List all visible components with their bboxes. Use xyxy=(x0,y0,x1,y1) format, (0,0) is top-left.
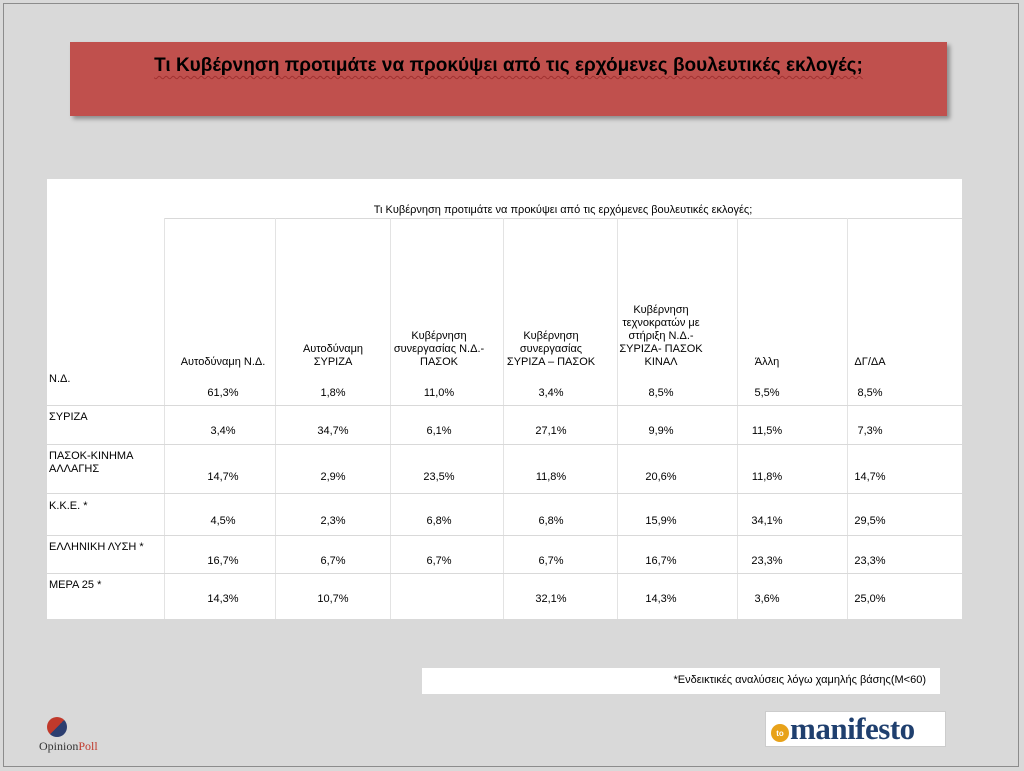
table-cell: 3,4% xyxy=(538,387,564,399)
column-divider xyxy=(164,218,165,619)
table-cell: 6,7% xyxy=(538,555,564,567)
table-cell: 10,7% xyxy=(317,593,349,605)
table-cell: 3,6% xyxy=(754,593,780,605)
column-header-line: Κυβέρνηση xyxy=(633,304,689,316)
table-cell: 2,9% xyxy=(320,471,346,483)
table-cell: 3,4% xyxy=(210,425,236,437)
table-cell: 4,5% xyxy=(210,515,236,527)
row-label xyxy=(49,541,144,554)
row-divider xyxy=(47,535,962,536)
row-label xyxy=(49,500,88,513)
column-header xyxy=(283,343,383,369)
table-cell: 2,3% xyxy=(320,515,346,527)
column-header-line: ΣΥΡΙΖΑ – ΠΑΣΟΚ xyxy=(506,356,596,368)
opinionpoll-logo xyxy=(39,715,109,755)
row-label xyxy=(49,373,70,386)
table-cell: 6,8% xyxy=(426,515,452,527)
column-divider xyxy=(390,218,391,619)
row-divider xyxy=(47,573,962,574)
table-cell: 29,5% xyxy=(854,515,886,527)
table-cell: 11,8% xyxy=(535,471,567,483)
table-cell: 14,7% xyxy=(207,471,239,483)
table-cell: 23,5% xyxy=(423,471,455,483)
column-header-line: ΚΙΝΑΛ xyxy=(644,356,678,368)
table-header: Τι Κυβέρνηση προτιμάτε να προκύψει από τις ερχόμενες βουλευτικές εκλογές; xyxy=(373,204,753,216)
table-cell: 14,3% xyxy=(207,593,239,605)
opinionpoll-word-1: Opinion xyxy=(39,739,79,753)
column-divider xyxy=(617,218,618,619)
row-divider xyxy=(47,444,962,445)
table-cell: 23,3% xyxy=(751,555,783,567)
table-cell: 6,7% xyxy=(426,555,452,567)
table-cell: 15,9% xyxy=(645,515,677,527)
column-divider xyxy=(503,218,504,619)
table-cell: 32,1% xyxy=(535,593,567,605)
row-label-line: ΜΕΡΑ 25 * xyxy=(49,579,102,591)
table-cell: 1,8% xyxy=(320,387,346,399)
table-cell: 8,5% xyxy=(648,387,674,399)
table-cell: 16,7% xyxy=(645,555,677,567)
manifesto-circle-icon: to xyxy=(771,724,789,742)
row-divider xyxy=(47,405,962,406)
column-header-line: ΠΑΣΟΚ xyxy=(420,356,458,368)
manifesto-logo xyxy=(765,711,946,747)
column-header-line: συνεργασίας xyxy=(519,343,583,355)
column-header-line: Αυτοδύναμη Ν.Δ. xyxy=(180,356,266,368)
row-label-line: ΣΥΡΙΖΑ xyxy=(49,411,88,423)
row-divider xyxy=(47,493,962,494)
results-table xyxy=(47,179,962,619)
table-cell: 34,1% xyxy=(751,515,783,527)
column-divider xyxy=(275,218,276,619)
table-cell: 6,7% xyxy=(320,555,346,567)
table-cell: 11,8% xyxy=(751,471,783,483)
table-cell: 61,3% xyxy=(207,387,239,399)
table-cell: 27,1% xyxy=(535,425,567,437)
manifesto-wordmark: manifesto xyxy=(790,711,915,746)
row-label-line: ΕΛΛΗΝΙΚΗ ΛΥΣΗ * xyxy=(49,541,144,553)
row-label-line: ΠΑΣΟΚ-ΚΙΝΗΜΑ xyxy=(49,450,134,462)
table-cell: 14,3% xyxy=(645,593,677,605)
table-cell: 9,9% xyxy=(648,425,674,437)
column-header-line: ΣΥΡΙΖΑ- ΠΑΣΟΚ xyxy=(619,343,703,355)
column-header xyxy=(496,330,606,369)
opinionpoll-circle-icon xyxy=(47,717,67,737)
column-header-line: Αυτοδύναμη xyxy=(302,343,364,355)
column-header xyxy=(727,356,807,369)
table-cell: 11,0% xyxy=(423,387,455,399)
column-header xyxy=(605,304,717,369)
column-header xyxy=(830,356,910,369)
row-label xyxy=(49,579,101,592)
row-label xyxy=(49,450,133,476)
table-cell: 16,7% xyxy=(207,555,239,567)
table-cell: 7,3% xyxy=(857,425,883,437)
row-label-line: ΑΛΛΑΓΗΣ xyxy=(49,463,100,475)
column-header-line: Κυβέρνηση xyxy=(523,330,579,342)
row-label-line: Κ.Κ.Ε. * xyxy=(49,500,88,512)
table-cell: 8,5% xyxy=(857,387,883,399)
row-label-line: Ν.Δ. xyxy=(49,373,71,385)
column-header-line: τεχνοκρατών με xyxy=(622,317,700,329)
column-header-line: ΣΥΡΙΖΑ xyxy=(313,356,353,368)
table-cell: 14,7% xyxy=(854,471,886,483)
column-header xyxy=(163,356,283,369)
header-divider xyxy=(164,218,962,219)
table-cell: 5,5% xyxy=(754,387,780,399)
footnote-box xyxy=(422,668,940,694)
column-header xyxy=(384,330,494,369)
column-header-line: στήριξη Ν.Δ.- xyxy=(628,330,694,342)
title-banner xyxy=(70,42,947,116)
row-label xyxy=(49,411,88,424)
table-cell: 6,8% xyxy=(538,515,564,527)
column-header-line: συνεργασίας Ν.Δ.- xyxy=(393,343,485,355)
table-cell: 6,1% xyxy=(426,425,452,437)
footnote: *Ενδεικτικές αναλύσεις λόγω χαμηλής βάσης(Μ<60) xyxy=(673,674,926,686)
table-cell: 23,3% xyxy=(854,555,886,567)
column-header-line: Άλλη xyxy=(754,356,780,368)
opinionpoll-word-2: Poll xyxy=(78,739,98,753)
column-header-line: ΔΓ/ΔΑ xyxy=(854,356,886,368)
page-title: Τι Κυβέρνηση προτιμάτε να προκύψει από τις ερχόμενες βουλευτικές εκλογές; xyxy=(154,55,863,76)
table-cell: 11,5% xyxy=(751,425,783,437)
table-cell: 20,6% xyxy=(645,471,677,483)
table-cell: 34,7% xyxy=(317,425,349,437)
column-header-line: Κυβέρνηση xyxy=(411,330,467,342)
opinionpoll-wordmark xyxy=(39,739,98,754)
table-cell: 25,0% xyxy=(854,593,886,605)
